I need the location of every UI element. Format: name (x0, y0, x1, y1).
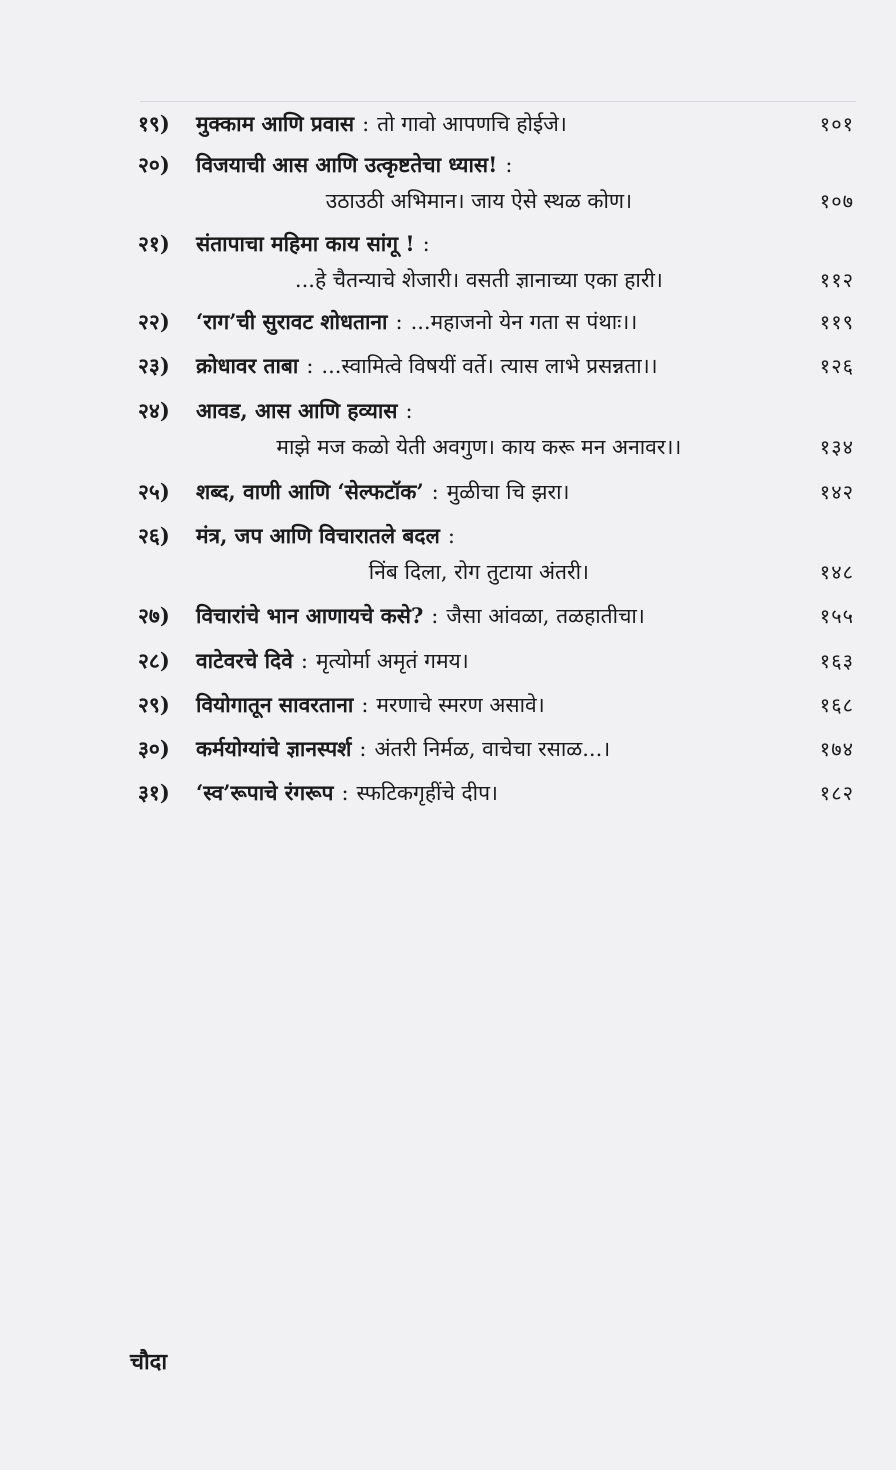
entry-page-number: १२६ (819, 354, 854, 378)
entry-number: २२) (138, 309, 170, 334)
entry-number: २६) (138, 523, 170, 548)
toc-entry (138, 518, 854, 590)
toc-entry (138, 731, 854, 767)
entry-page-number: १०१ (819, 112, 854, 136)
entry-title: वियोगातून सावरताना (196, 692, 354, 717)
entry-title: विजयाची आस आणि उत्कृष्टतेचा ध्यास! (196, 152, 498, 177)
entry-page-number: १८२ (819, 781, 854, 805)
entry-page-number: १४८ (819, 560, 854, 584)
entry-separator: : (431, 604, 439, 628)
entry-title: मुक्काम आणि प्रवास (196, 111, 355, 136)
entry-separator: : (306, 354, 314, 378)
entry-title: वाटेवरचे दिवे (196, 648, 293, 673)
toc-entry (138, 775, 854, 811)
entry-title: मंत्र, जप आणि विचारातले बदल (196, 523, 440, 548)
entry-title: ‘राग’ची सुरावट शोधताना (196, 309, 388, 334)
entry-quote: तो गावो आपणचि होईजे। (377, 112, 567, 136)
entry-page-number: १४२ (819, 480, 854, 504)
entry-separator: : (361, 693, 369, 717)
toc-entry (138, 226, 854, 298)
entry-title: ‘स्व’रूपाचे रंगरूप (196, 780, 334, 805)
entry-number: २०) (138, 152, 170, 177)
toc-entry (138, 147, 854, 219)
entry-quote: माझे मज कळो येती अवगुण। काय करू मन अनावर।। (276, 435, 682, 459)
toc-entry (138, 106, 854, 142)
entry-number: २८) (138, 648, 170, 673)
entry-number: २५) (138, 479, 170, 504)
entry-title: विचारांचे भान आणायचे कसे? (196, 603, 424, 628)
entry-number: २१) (138, 231, 170, 256)
entry-quote: मृत्योर्मा अमृतं गमय। (315, 649, 469, 673)
toc-entry (138, 643, 854, 679)
entry-number: २४) (138, 398, 170, 423)
toc-entry (138, 393, 854, 465)
entry-number: ३१) (138, 780, 170, 805)
entry-separator: : (405, 399, 413, 423)
entry-number: ३०) (138, 736, 170, 761)
entry-page-number: १७४ (819, 737, 854, 761)
toc-entry (138, 687, 854, 723)
toc-entry (138, 598, 854, 634)
entry-page-number: १६८ (819, 693, 854, 717)
entry-title: शब्द, वाणी आणि ‘सेल्फटॉक’ (196, 479, 424, 504)
show-through-rule (140, 101, 856, 102)
entry-page-number: १३४ (819, 435, 854, 459)
entry-page-number: १६३ (819, 649, 854, 673)
entry-quote: स्फटिकगृहींचे दीप। (356, 781, 498, 805)
entry-separator: : (362, 112, 370, 136)
entry-separator: : (431, 480, 439, 504)
toc-entry (138, 474, 854, 510)
entry-separator: : (447, 524, 455, 548)
entry-page-number: १५५ (819, 604, 854, 628)
page-footer-number: चौदा (130, 1349, 168, 1375)
entry-separator: : (505, 153, 513, 177)
entry-quote: अंतरी निर्मळ, वाचेचा रसाळ...। (374, 737, 611, 761)
entry-quote: ...स्वामित्वे विषयीं वर्ते। त्यास लाभे प्रसन्नता।। (321, 354, 658, 378)
entry-number: २३) (138, 353, 170, 378)
entry-quote: मुळीचा चि झरा। (446, 480, 570, 504)
entry-number: २७) (138, 603, 170, 628)
entry-quote: उठाउठी अभिमान। जाय ऐसे स्थळ कोण। (325, 189, 633, 213)
toc-entry (138, 348, 854, 384)
entry-quote: मरणाचे स्मरण असावे। (376, 693, 545, 717)
entry-separator: : (359, 737, 367, 761)
entry-page-number: ११९ (819, 310, 854, 334)
entry-quote: ...महाजनो येन गता स पंथाः।। (410, 310, 638, 334)
entry-quote: ...हे चैतन्याचे शेजारी। वसती ज्ञानाच्या एका हारी। (294, 268, 663, 292)
entry-title: आवड, आस आणि हव्यास (196, 398, 398, 423)
entry-title: संतापाचा महिमा काय सांगू ! (196, 231, 415, 256)
entry-title: क्रोधावर ताबा (196, 353, 299, 378)
entry-title: कर्मयोग्यांचे ज्ञानस्पर्श (196, 736, 352, 761)
entry-number: १९) (138, 111, 170, 136)
entry-separator: : (341, 781, 349, 805)
toc-entry (138, 304, 854, 340)
entry-quote: निंब दिला, रोग तुटाया अंतरी। (368, 560, 589, 584)
entry-separator: : (300, 649, 308, 673)
entry-page-number: ११२ (819, 268, 854, 292)
entry-separator: : (422, 232, 430, 256)
entry-number: २९) (138, 692, 170, 717)
entry-separator: : (395, 310, 403, 334)
entry-quote: जैसा आंवळा, तळहातीचा। (446, 604, 645, 628)
entry-page-number: १०७ (819, 189, 854, 213)
